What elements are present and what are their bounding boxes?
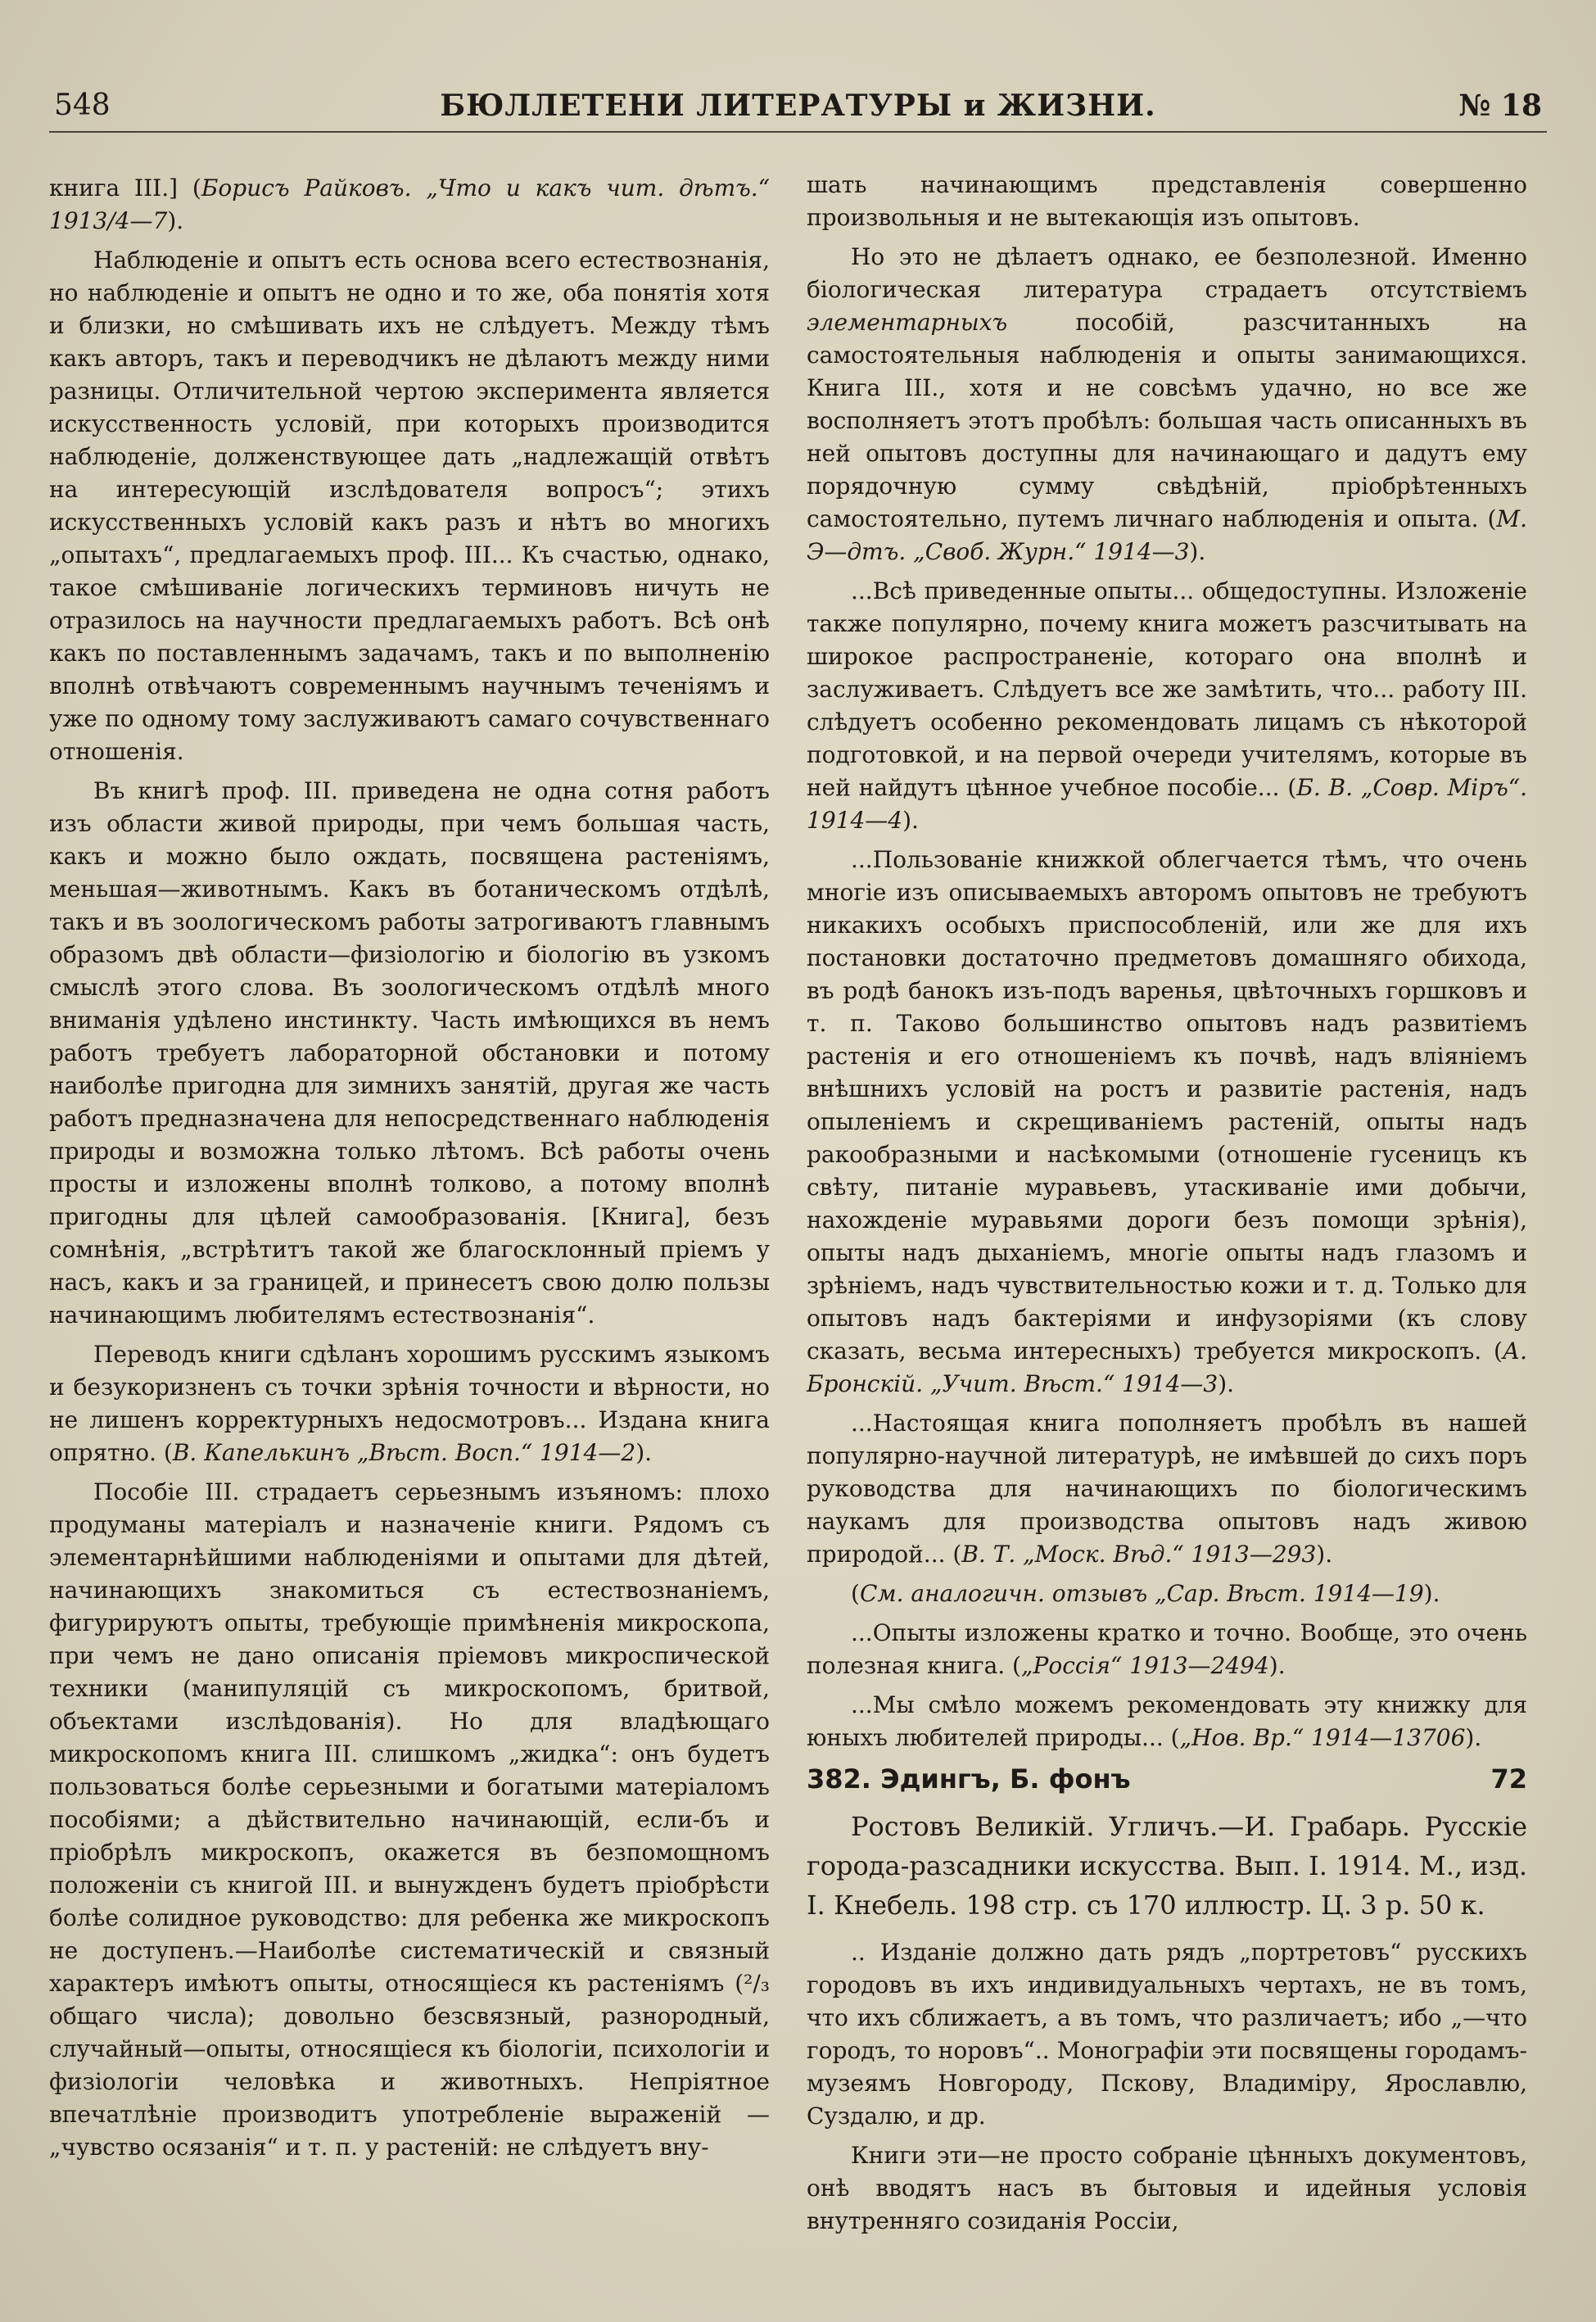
paragraph: Но это не дѣлаетъ однако, ее безполезной. Именно біологическая литература страдаетъ отсутствіемъ элементарныхъ пособій, разсчитанныхъ на самостоятельныя наблюденія и опыты занимающихся. Книга III., хотя и не совсѣмъ удачно, но все же восполняетъ этотъ пробѣлъ: большая часть описанныхъ въ ней опытовъ доступны для начинающаго и дадутъ ему порядочную сумму свѣдѣній, пріобрѣтенныхъ самостоятельно, путемъ личнаго наблюденія и опыта. (М. Э—дтъ. „Своб. Журн.“ 1914—3).: [807, 243, 1527, 565]
paragraph: шать начинающимъ представленія совершенно произвольныя и не вытекающія изъ опытовъ.: [807, 171, 1527, 231]
citation: В. Т. „Моск. Вѣд.“ 1913—293: [961, 1541, 1317, 1568]
running-header: [49, 88, 1547, 129]
issue-number: № 18: [1458, 88, 1542, 123]
paragraph: Наблюденіе и опытъ есть основа всего естествознанія, но наблюденіе и опытъ не одно и то же, оба понятія хотя и близки, но смѣшивать ихъ не слѣдуетъ. Между тѣмъ какъ авторъ, такъ и переводчикъ не дѣлаютъ между ними разницы. Отличительной чертою эксперимента является искусственность условій, при которыхъ производится наблюденіе, долженствующее дать „надлежащій отвѣтъ на интересующій изслѣдователя вопросъ“; этихъ искусственныхъ условій какъ разъ и нѣтъ во многихъ „опытахъ“, предлагаемыхъ проф. III... Къ счастью, однако, такое смѣшиваніе логическихъ терминовъ ничуть не отразилось на научности предлагаемыхъ работъ. Всѣ онѣ какъ по поставленнымъ задачамъ, такъ и по выполненію вполнѣ отвѣчаютъ современнымъ научнымъ теченіямъ и уже по одному тому заслуживаютъ самаго сочувственнаго отношенія.: [49, 247, 770, 765]
citation: „Россія“ 1913—2494: [1020, 1652, 1269, 1679]
paragraph: ...Пользованіе книжкой облегчается тѣмъ, что очень многіе изъ описываемыхъ авторомъ опытовъ не требуютъ никакихъ особыхъ приспособленій, или же для ихъ постановки достаточно предметовъ домашняго обихода, въ родѣ банокъ изъ-подъ варенья, цвѣточныхъ горшковъ и т. п. Таково большинство опытовъ надъ развитіемъ растенія и его отношеніемъ къ почвѣ, надъ вліяніемъ внѣшнихъ условій на ростъ и развитіе растенія, надъ опыленіемъ и скрещиваніемъ растеній, опыты надъ ракообразными и насѣкомыми (отношеніе гусеницъ къ свѣту, питаніе муравьевъ, утаскиваніе ими добычи, нахожденіе муравьями дороги безъ помощи зрѣнія), опыты надъ дыханіемъ, многіе опыты надъ глазомъ и зрѣніемъ, надъ чувствительностью кожи и т. д. Только для опытовъ надъ бактеріями и инфузоріями (къ слову сказать, весьма интересныхъ) требуется микроскопъ. (А. Бронскій. „Учит. Вѣст.“ 1914—3).: [807, 846, 1527, 1397]
citation: А. Бронскій. „Учит. Вѣст.“ 1914—3: [807, 1338, 1527, 1397]
citation: М. Э—дтъ. „Своб. Журн.“ 1914—3: [807, 505, 1527, 565]
citation: В. Капелькинъ „Вѣст. Восп.“ 1914—2: [172, 1439, 636, 1466]
citation: См. аналогичн. отзывъ „Сар. Вѣст. 1914—19: [859, 1580, 1424, 1607]
citation: Борисъ Райковъ. „Что и какъ чит. дѣтъ.“ 1913/4—7: [49, 174, 770, 234]
paragraph: Переводъ книги сдѣланъ хорошимъ русскимъ языкомъ и безукоризненъ съ точки зрѣнія точности и вѣрности, но не лишенъ корректурныхъ недосмотровъ... Издана книга опрятно. (В. Капелькинъ „Вѣст. Восп.“ 1914—2).: [49, 1341, 770, 1466]
entry-title: 382. Эдингъ, Б. фонъ: [807, 1763, 1131, 1795]
paragraph: книга III.] (Борисъ Райковъ. „Что и какъ чит. дѣтъ.“ 1913/4—7).: [49, 174, 770, 234]
page-number: 548: [54, 88, 111, 122]
paragraph: .. Изданіе должно дать рядъ „портретовъ“ русскихъ городовъ въ ихъ индивидуальныхъ чертахъ, не въ томъ, что ихъ сближаетъ, а въ томъ, что различаетъ; ибо „—что городъ, то норовъ“.. Монографіи эти посвящены городамъ-музеямъ Новгороду, Пскову, Владиміру, Ярославлю, Суздалю, и др.: [807, 1939, 1527, 2130]
header-rule: [49, 131, 1547, 133]
paragraph: ...Настоящая книга пополняетъ пробѣлъ въ нашей популярно-научной литературѣ, не имѣвшей до сихъ поръ руководства для начинающихъ по біологическимъ наукамъ для производства опытовъ надъ живою природой... (В. Т. „Моск. Вѣд.“ 1913—293).: [807, 1410, 1527, 1568]
journal-title: БЮЛЛЕТЕНИ ЛИТЕРАТУРЫ и ЖИЗНИ.: [440, 88, 1156, 123]
bibliographic-record: Ростовъ Великій. Угличъ.—И. Грабарь. Русскіе города-разсадники искусства. Вып. I. 1914. М., изд. I. Кнебель. 198 стр. съ 170 иллюстр. Ц. 3 р. 50 к.: [807, 1811, 1527, 1921]
paragraph: Книги эти—не просто собраніе цѣнныхъ документовъ, онѣ вводятъ насъ въ бытовыя и идейныя условія внутренняго созиданія Россіи,: [807, 2142, 1527, 2234]
paragraph: Пособіе III. страдаетъ серьезнымъ изъяномъ: плохо продуманы матеріалъ и назначеніе книги. Рядомъ съ элементарнѣйшими наблюденіями и опытами для дѣтей, начинающихъ знакомиться съ естествознаніемъ, фигурируютъ опыты, требующіе примѣненія микроскопа, при чемъ не дано описанія пріемовъ микроспической техники (манипуляцій съ микроскопомъ, бритвой, объектами изслѣдованія). Но для владѣющаго микроскопомъ книга III. слишкомъ „жидка“: онъ будетъ пользоваться болѣе серьезными и богатыми матеріаломъ пособіями; а дѣйствительно начинающій, если-бъ и пріобрѣлъ микроскопъ, окажется въ безпомощномъ положеніи съ книгой III. и вынужденъ будетъ пріобрѣсти болѣе солидное руководство: для ребенка же микроскопъ не доступенъ.—Наиболѣе систематическій и связный характеръ имѣютъ опыты, относящіеся къ растеніямъ (²/₃ общаго числа); довольно безсвязный, разнородный, случайный—опыты, относящіеся къ біологіи, психологіи и физіологіи человѣка и животныхъ. Непріятное впечатлѣніе производитъ употребленіе выраженій — „чувство осязанія“ и т. п. у растеній: не слѣдуетъ вну-: [49, 1478, 770, 2161]
left-column: [49, 172, 770, 2170]
entry-number: 72: [1490, 1763, 1527, 1795]
citation: „Нов. Вр.“ 1914—13706: [1179, 1724, 1466, 1751]
paragraph: Въ книгѣ проф. III. приведена не одна сотня работъ изъ области живой природы, при чемъ большая часть, какъ и можно было ождать, посвящена растеніямъ, меньшая—животнымъ. Какъ въ ботаническомъ отдѣлѣ, такъ и въ зоологическомъ работы затрогиваютъ главнымъ образомъ двѣ области—физіологію и біологію въ узкомъ смыслѣ этого слова. Въ зоологическомъ отдѣлѣ много вниманія удѣлено инстинкту. Часть имѣющихся въ немъ работъ требуетъ лабораторной обстановки и потому наиболѣе пригодна для зимнихъ занятій, другая же часть работъ предназначена для непосредственнаго наблюденія природы и возможна только лѣтомъ. Всѣ работы очень просты и изложены вполнѣ толково, а потому вполнѣ пригодны для цѣлей самообразованія. [Книга], безъ сомнѣнія, „встрѣтитъ такой же благосклонный пріемъ у насъ, какъ и за границей, и принесетъ свою долю пользы начинающимъ любителямъ естествознанія“.: [49, 777, 770, 1328]
citation: Б. В. „Совр. Міръ“. 1914—4: [807, 774, 1527, 834]
paragraph: (См. аналогичн. отзывъ „Сар. Вѣст. 1914—19).: [851, 1580, 1440, 1607]
paragraph: ...Всѣ приведенные опыты... общедоступны. Изложеніе также популярно, почему книга можетъ разсчитывать на широкое распространеніе, котораго она вполнѣ и заслуживаетъ. Слѣдуетъ все же замѣтить, что... работу III. слѣдуетъ особенно рекомендовать лицамъ съ нѣкоторой подготовкой, и на первой очереди учителямъ, которые въ ней найдутъ цѣнное учебное пособіе... (Б. В. „Совр. Міръ“. 1914—4).: [807, 577, 1527, 834]
entry-heading: [807, 1763, 1527, 1795]
paragraph: ...Опыты изложены кратко и точно. Вообще, это очень полезная книга. („Россія“ 1913—2494).: [807, 1619, 1527, 1679]
paragraph: ...Мы смѣло можемъ рекомендовать эту книжку для юныхъ любителей природы... („Нов. Вр.“ 1914—13706).: [807, 1691, 1527, 1751]
right-column: [807, 169, 1527, 2244]
